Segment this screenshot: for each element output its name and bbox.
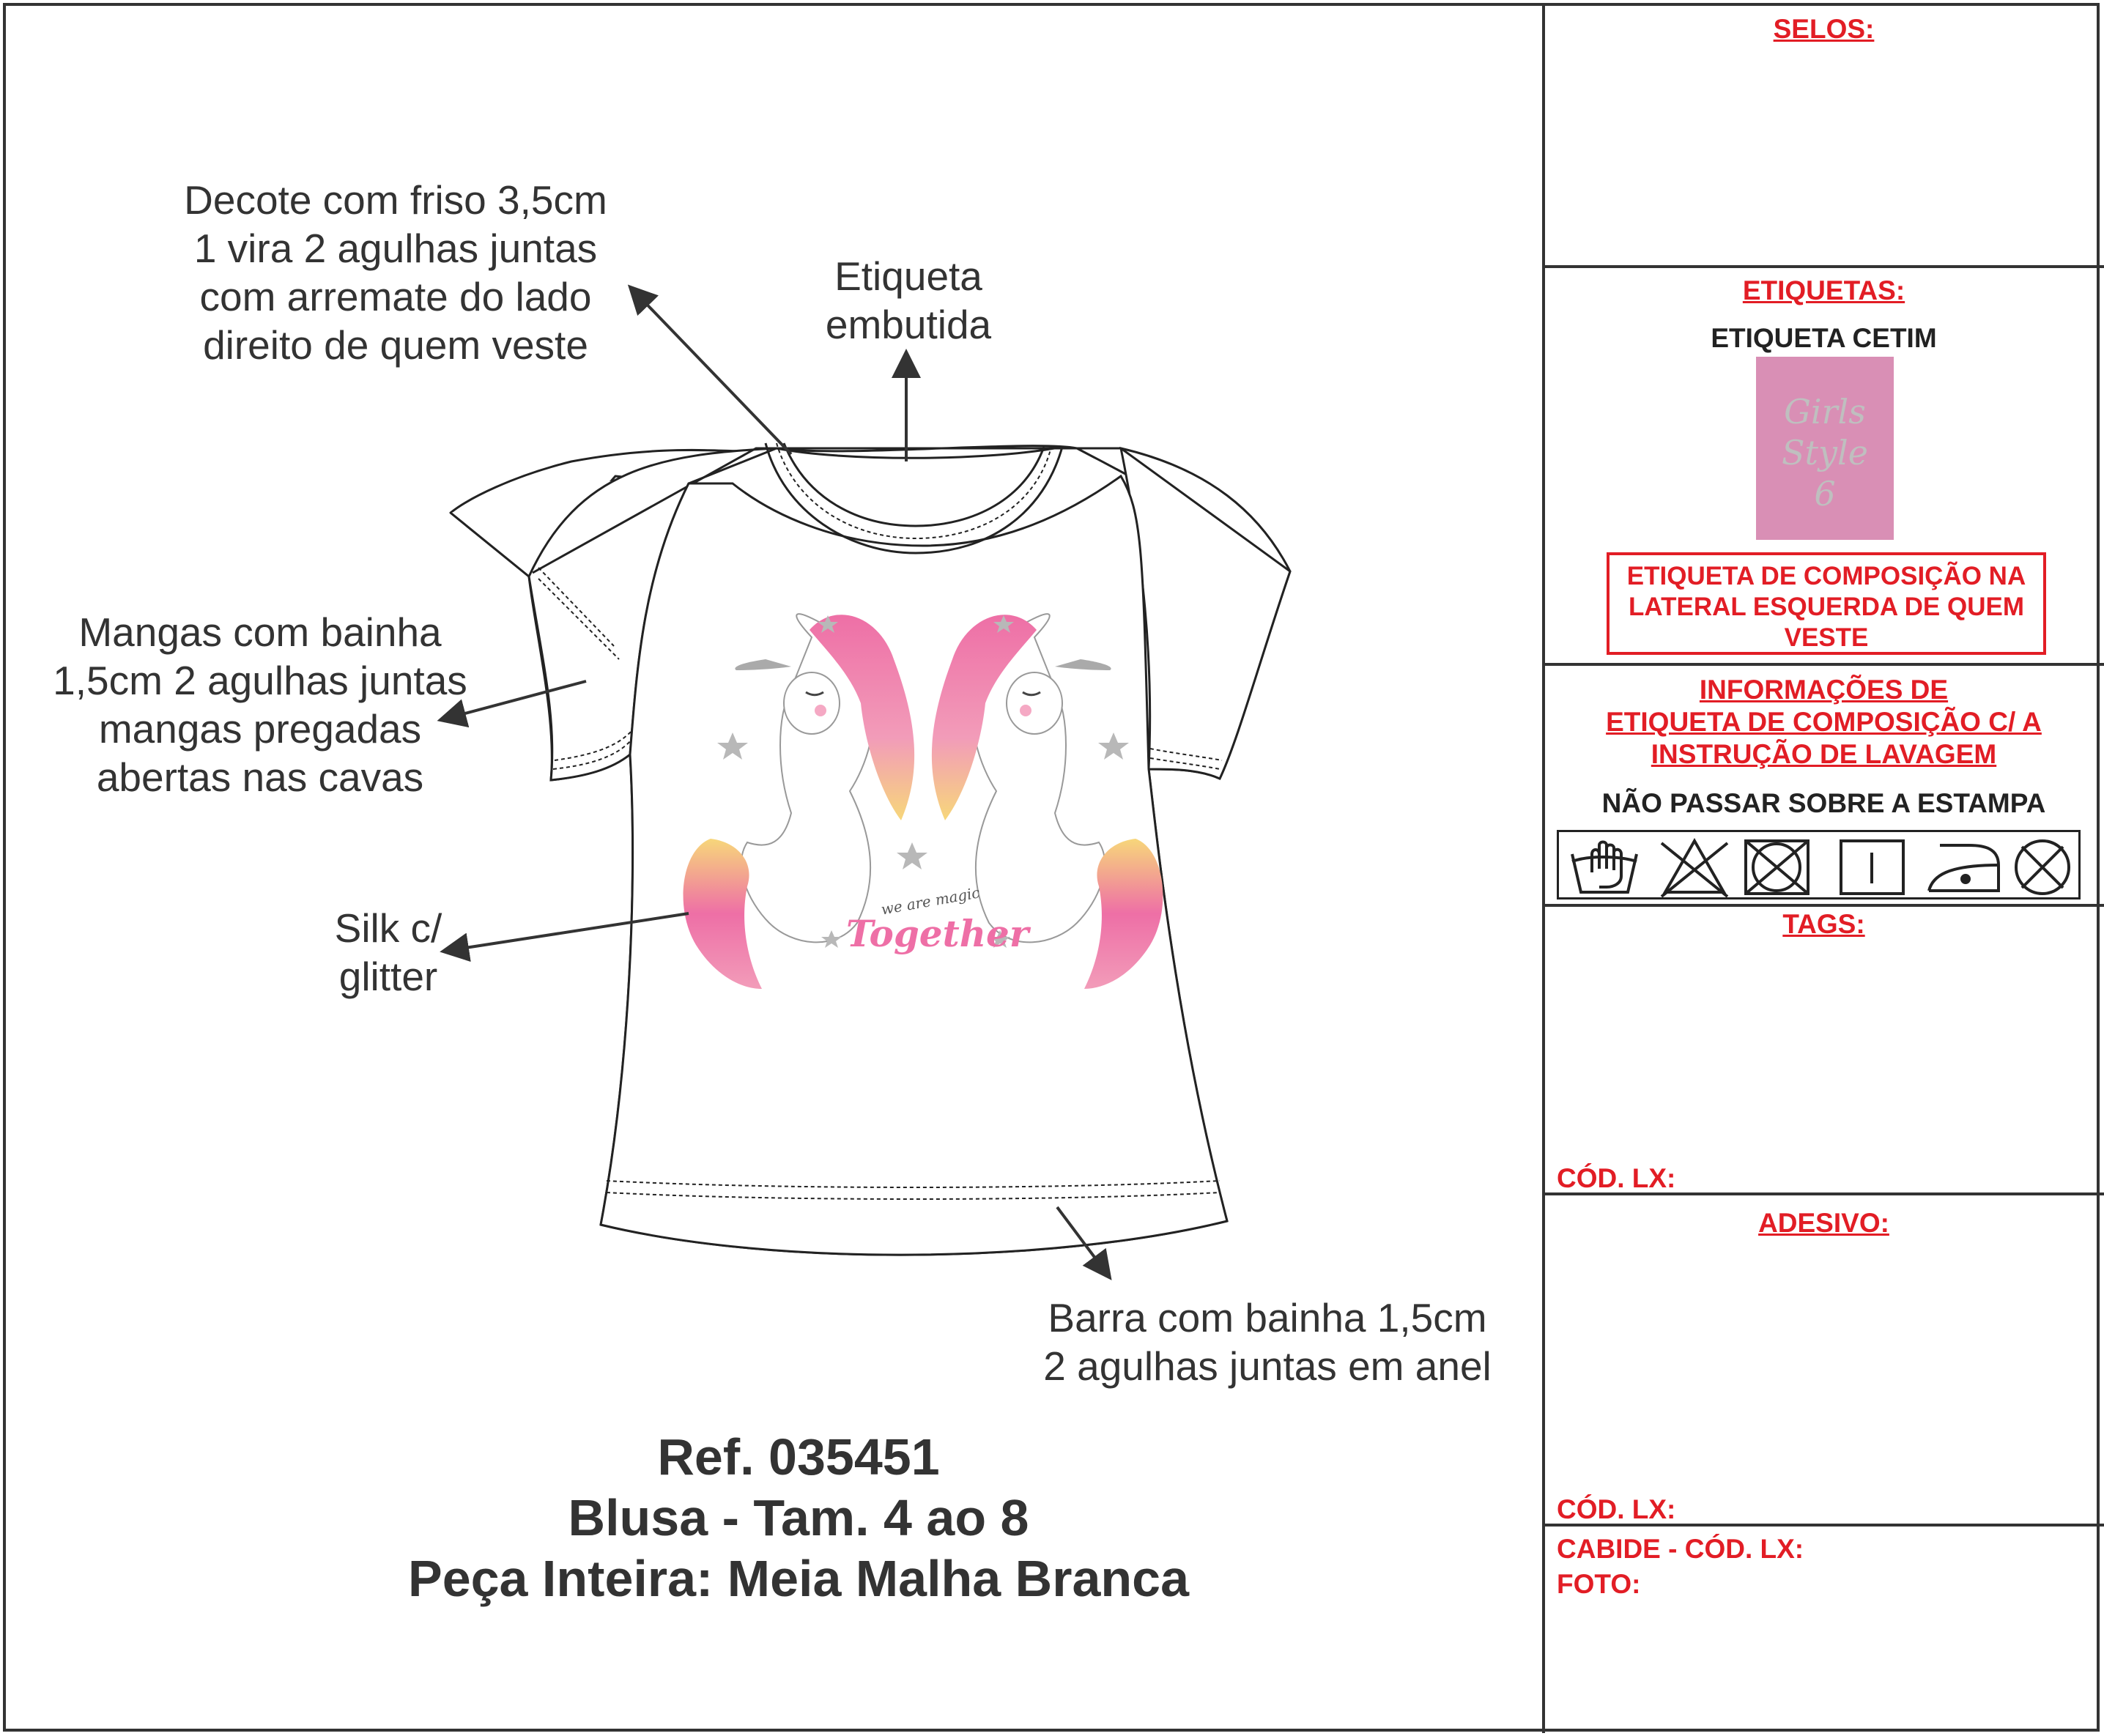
etiquetas-title: ETIQUETAS:: [1742, 275, 1905, 305]
annotation-label: [799, 252, 1018, 349]
reference-fabric: Peça Inteira: Meia Malha Branca: [408, 1550, 1189, 1607]
annotation-print: [308, 904, 469, 1001]
line-dry-icon: [1841, 841, 1903, 894]
composition-line: LATERAL ESQUERDA DE QUEM: [1629, 593, 2024, 621]
foto-label: FOTO:: [1557, 1569, 1641, 1599]
composition-line: ETIQUETA DE COMPOSIÇÃO NA: [1626, 562, 2026, 590]
info-title-line: ETIQUETA DE COMPOSIÇÃO C/ A: [1606, 707, 2042, 737]
composition-label-box: [1607, 552, 2046, 655]
satin-label-image: [1756, 357, 1894, 540]
tags-title: TAGS:: [1782, 909, 1865, 939]
arrow-neckline: [636, 293, 791, 454]
care-symbols-row: [1557, 830, 2081, 899]
adesivo-cod-lx: CÓD. LX:: [1557, 1494, 1676, 1524]
selos-title: SELOS:: [1773, 14, 1875, 44]
annotation-line: Etiqueta: [834, 253, 982, 299]
divider-info: [1542, 904, 2104, 907]
annotation-line: direito de quem veste: [203, 322, 588, 368]
info-title-line: INFORMAÇÕES DE: [1699, 675, 1949, 705]
divider-etiquetas: [1542, 663, 2104, 666]
annotation-sleeves: [33, 608, 487, 801]
no-bleach-icon: [1662, 841, 1727, 897]
annotation-line: glitter: [338, 954, 438, 999]
reference-description: Blusa - Tam. 4 ao 8: [568, 1489, 1029, 1546]
annotation-line: Decote com friso 3,5cm: [184, 177, 607, 223]
tags-cod-lx: CÓD. LX:: [1557, 1163, 1676, 1193]
annotation-line: 2 agulhas juntas em anel: [1043, 1343, 1492, 1389]
etiqueta-cetim-label: ETIQUETA CETIM: [1711, 323, 1937, 353]
reference-number: Ref. 035451: [657, 1428, 940, 1485]
divider-selos: [1542, 265, 2104, 268]
annotation-line: 1 vira 2 agulhas juntas: [193, 226, 598, 271]
info-title: [1545, 674, 2103, 771]
iron-low-icon: [1929, 845, 1999, 891]
print-main-text: Together: [846, 912, 1029, 955]
adesivo-title: ADESIVO:: [1758, 1208, 1889, 1238]
annotation-line: com arremate do lado: [199, 274, 592, 319]
satin-label-line2: Style: [1782, 433, 1868, 472]
satin-label-line1: Girls: [1784, 392, 1866, 431]
no-tumble-dry-icon: [1746, 841, 1808, 894]
panel-divider: [1542, 3, 1545, 1733]
no-iron-warning: NÃO PASSAR SOBRE A ESTAMPA: [1601, 788, 2046, 818]
annotation-neckline: [168, 176, 623, 369]
annotation-line: abertas nas cavas: [96, 754, 424, 800]
annotation-hem: [1018, 1294, 1516, 1390]
composition-line: VESTE: [1784, 623, 1869, 652]
annotation-line: embutida: [825, 302, 992, 347]
print-small-text: we are magic: [879, 883, 982, 919]
annotation-line: Barra com bainha 1,5cm: [1048, 1295, 1487, 1340]
annotation-line: Mangas com bainha: [78, 609, 442, 655]
annotation-line: mangas pregadas: [98, 706, 422, 752]
hand-wash-icon: [1572, 842, 1637, 893]
info-title-line: INSTRUÇÃO DE LAVAGEM: [1651, 739, 1997, 769]
cabide-cod-lx: CABIDE - CÓD. LX:: [1557, 1534, 1804, 1564]
annotation-line: 1,5cm 2 agulhas juntas: [53, 658, 467, 703]
no-dry-clean-icon: [2016, 841, 2069, 894]
satin-label-size: 6: [1814, 474, 1836, 513]
annotation-line: Silk c/: [334, 905, 442, 951]
